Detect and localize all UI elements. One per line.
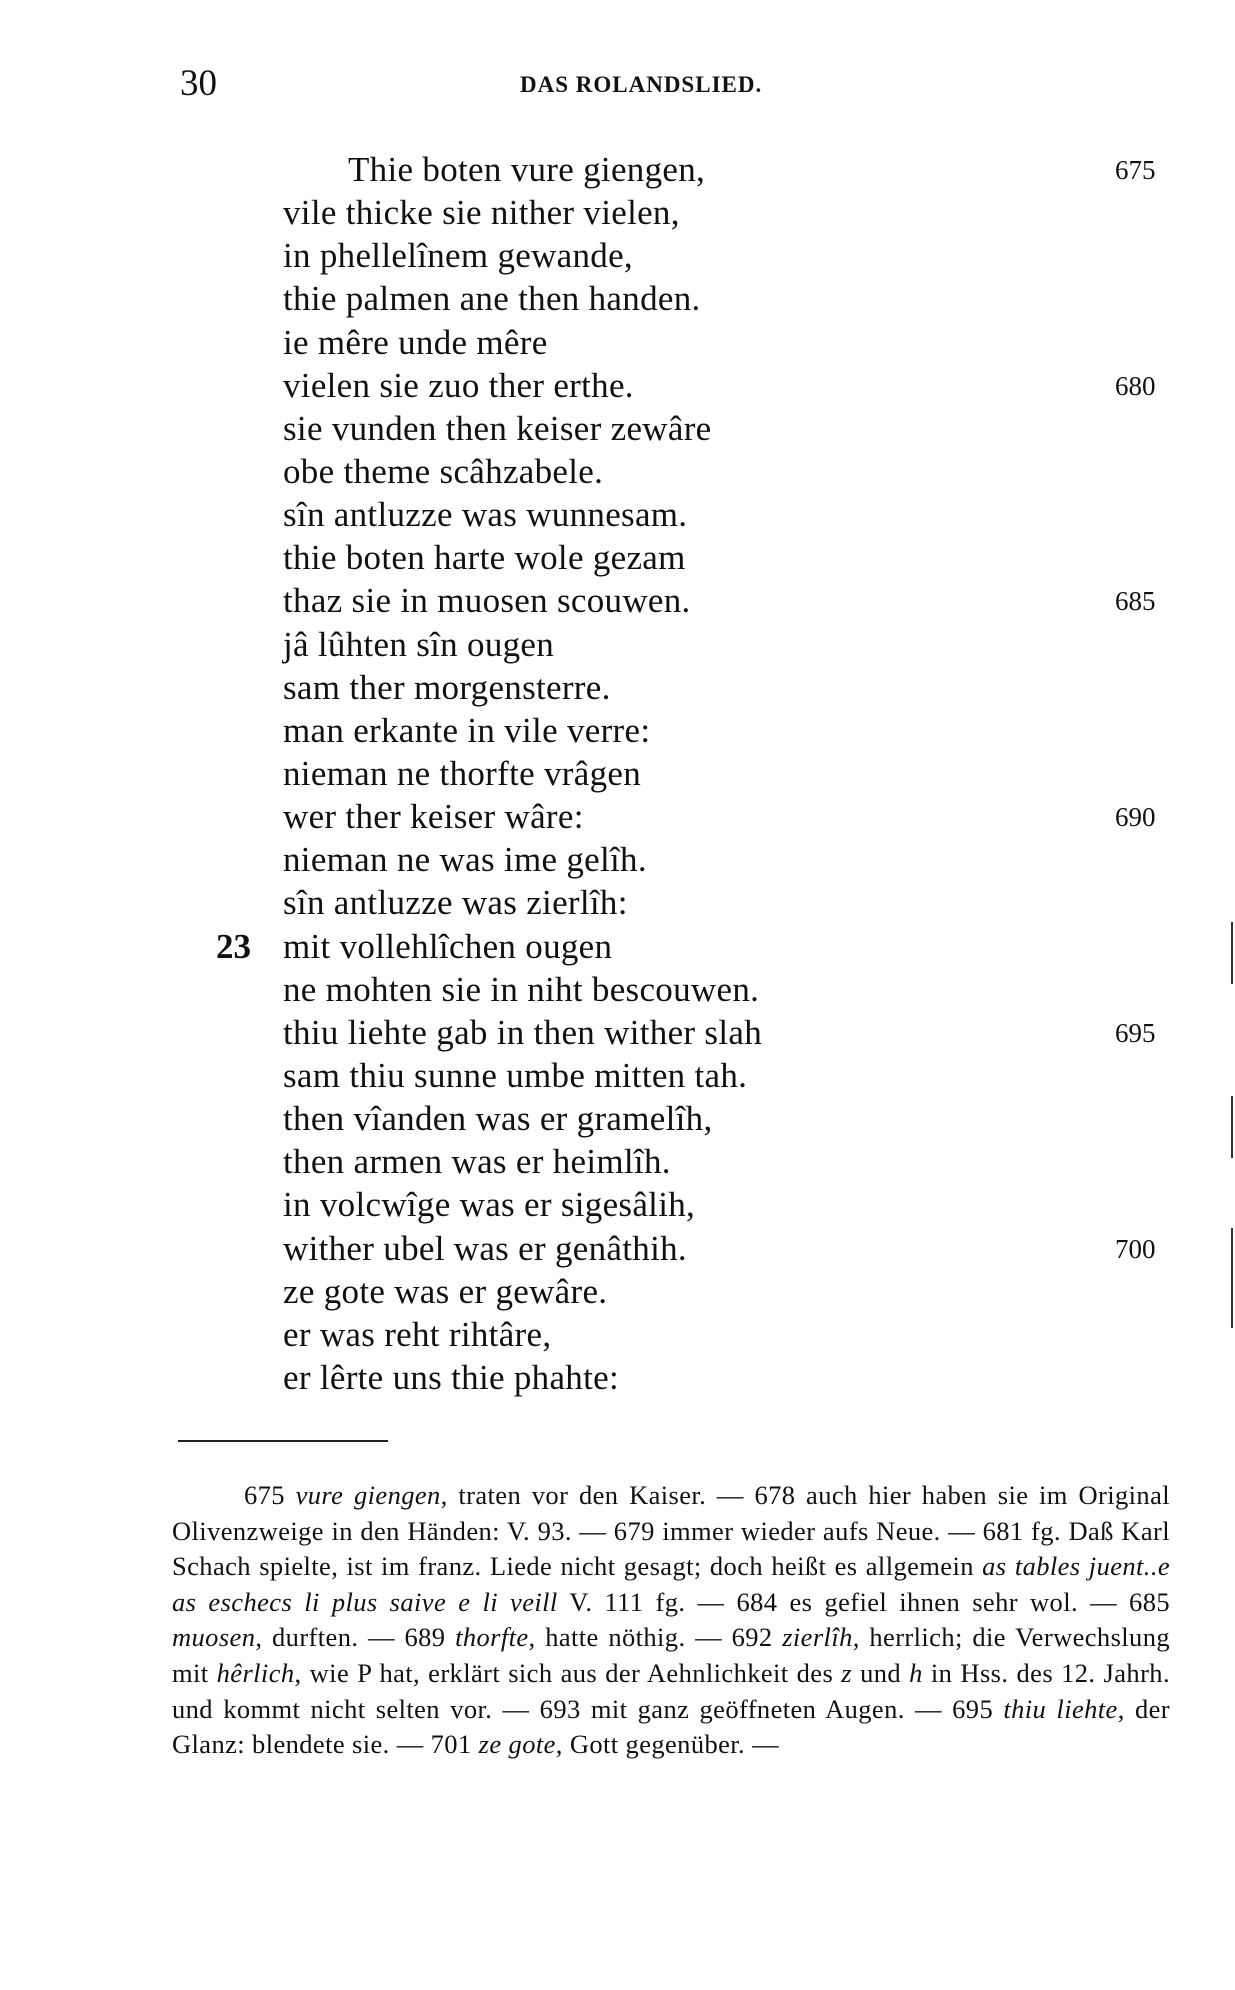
- footnote-text: hatte nöthig. — 692: [535, 1622, 783, 1653]
- verse-line: [0, 1011, 1235, 1054]
- verse-text: in volcwîge was er sigesâlih,: [283, 1185, 696, 1225]
- footnote-text: herrlich; die Verwechslung mit: [172, 1622, 1171, 1688]
- verse-text: thaz sie in muosen scouwen.: [283, 581, 691, 621]
- verse-block: [0, 148, 1235, 1399]
- verse-text: sîn antluzze was wunnesam.: [283, 495, 688, 535]
- verse-line: [0, 1270, 1235, 1313]
- running-title: DAS ROLANDSLIED.: [520, 72, 763, 97]
- footnote-lemma: muosen: [172, 1622, 256, 1653]
- verse-line: [0, 364, 1235, 407]
- verse-text: Thie boten vure giengen,: [348, 150, 706, 189]
- margin-mark: [1231, 1096, 1233, 1158]
- verse-line: [0, 709, 1235, 752]
- verse-line: [0, 493, 1235, 536]
- verse-text: sie vunden then keiser zewâre: [283, 408, 712, 448]
- verse-text: man erkante in vile verre:: [283, 710, 651, 750]
- verse-text: vielen sie zuo ther erthe.: [283, 365, 634, 405]
- footnote-lemma: as tables juent..e as eschecs li plus saive e li veill: [172, 1551, 1171, 1617]
- verse-text: mit vollehlîchen ougen: [283, 926, 613, 966]
- verse-line: [0, 536, 1235, 579]
- verse-line: [0, 407, 1235, 450]
- verse-line: [0, 277, 1235, 320]
- verse-text: nieman ne thorfte vrâgen: [283, 753, 642, 793]
- verse-line: [0, 795, 1235, 838]
- verse-line: [0, 1183, 1235, 1226]
- verse-line: [0, 968, 1235, 1011]
- footnote-text: 675: [244, 1480, 296, 1510]
- verse-line: [0, 1227, 1235, 1270]
- verse-text: thiu liehte gab in then wither slah: [283, 1012, 763, 1052]
- verse-line: [0, 925, 1235, 968]
- footnote-lemma: h: [909, 1657, 923, 1688]
- line-number: 695: [1115, 1017, 1156, 1048]
- footnote-lemma: zierlîh,: [782, 1622, 860, 1653]
- line-number: 675: [1115, 155, 1156, 185]
- verse-line: [0, 321, 1235, 364]
- verse-line: [0, 1054, 1235, 1097]
- verse-line: [0, 234, 1235, 277]
- verse-text: er lêrte uns thie phahte:: [283, 1357, 619, 1397]
- verse-text: then vîanden was er gramelîh,: [283, 1099, 713, 1139]
- margin-mark: [1231, 1228, 1233, 1328]
- verse-line: [0, 1356, 1235, 1399]
- verse-text: wither ubel was er genâthih.: [283, 1228, 687, 1268]
- verse-text: er was reht rihtâre,: [283, 1314, 552, 1354]
- verse-text: wer ther keiser wâre:: [283, 797, 584, 837]
- verse-line: [0, 752, 1235, 795]
- footnote-text: , durften. — 689: [255, 1622, 456, 1653]
- line-number: 700: [1115, 1233, 1156, 1264]
- verse-line: [0, 148, 1235, 191]
- verse-text: ne mohten sie in niht bescouwen.: [283, 969, 760, 1009]
- verse-line: [0, 579, 1235, 622]
- verse-text: sam thiu sunne umbe mitten tah.: [283, 1055, 748, 1095]
- verse-text: jâ lûhten sîn ougen: [283, 624, 555, 664]
- footnote-lemma: z: [841, 1657, 852, 1688]
- verse-line: [0, 1313, 1235, 1356]
- footnote-lemma: ze gote: [478, 1729, 556, 1760]
- footnotes: [172, 1478, 1170, 1763]
- footnote-lemma: vure giengen,: [295, 1480, 448, 1510]
- footnote-lemma: thiu liehte: [1003, 1693, 1118, 1724]
- verse-text: thie palmen ane then handen.: [283, 279, 701, 319]
- verse-line: [0, 450, 1235, 493]
- verse-line: [0, 623, 1235, 666]
- footnote-text: traten vor den Kaiser. — 678 auch hier haben sie im Original Olivenzweige in den Händen: V. 93. — 679 immer wieder aufs Neue. — 681 fg. Daß Karl Schach spielte, ist im franz. Liede nicht gesagt; doch heißt es allgemein: [172, 1480, 1170, 1582]
- verse-line: [0, 191, 1235, 234]
- footnote-text: V. 111 fg. — 684 es gefiel ihnen sehr wol. — 685: [557, 1586, 1170, 1617]
- footnote-rule: [178, 1440, 388, 1442]
- verse-text: ie mêre unde mêre: [283, 322, 548, 362]
- margin-mark: [1231, 922, 1233, 984]
- verse-text: then armen was er heimlîh.: [283, 1142, 671, 1182]
- verse-text: in phellelînem gewande,: [283, 236, 633, 276]
- verse-line: [0, 881, 1235, 924]
- page-number: 30: [180, 63, 217, 104]
- footnote-text: in Hss. des 12. Jahrh. und kommt nicht selten vor. — 693 mit ganz geöffneten Augen. — 695: [172, 1657, 1170, 1724]
- footnote-paragraph: [172, 1478, 1170, 1763]
- line-number: 685: [1115, 586, 1156, 617]
- verse-line: [0, 1097, 1235, 1140]
- verse-line: [0, 666, 1235, 709]
- verse-text: nieman ne was ime gelîh.: [283, 840, 647, 880]
- footnote-text: und: [852, 1657, 910, 1688]
- verse-text: obe theme scâhzabele.: [283, 451, 604, 491]
- verse-text: vile thicke sie nither vielen,: [283, 193, 680, 233]
- page-header: [180, 62, 1160, 112]
- footnote-lemma: hêrlich: [216, 1657, 295, 1688]
- verse-text: sîn antluzze was zierlîh:: [283, 883, 628, 923]
- verse-line: [0, 1140, 1235, 1183]
- verse-text: thie boten harte wole gezam: [283, 538, 686, 578]
- footnote-text: , der Glanz: blendete sie. — 701: [172, 1693, 1170, 1760]
- strophe-number: 23: [216, 926, 251, 966]
- footnote-text: , wie P hat, erklärt sich aus der Aehnlichkeit des: [294, 1657, 842, 1688]
- footnote-text: , Gott gegenüber. —: [555, 1729, 780, 1760]
- line-number: 680: [1115, 370, 1156, 401]
- line-number: 690: [1115, 802, 1156, 833]
- verse-text: ze gote was er gewâre.: [283, 1271, 608, 1311]
- footnote-lemma: thorfte,: [455, 1622, 536, 1653]
- verse-text: sam ther morgensterre.: [283, 667, 611, 707]
- verse-line: [0, 838, 1235, 881]
